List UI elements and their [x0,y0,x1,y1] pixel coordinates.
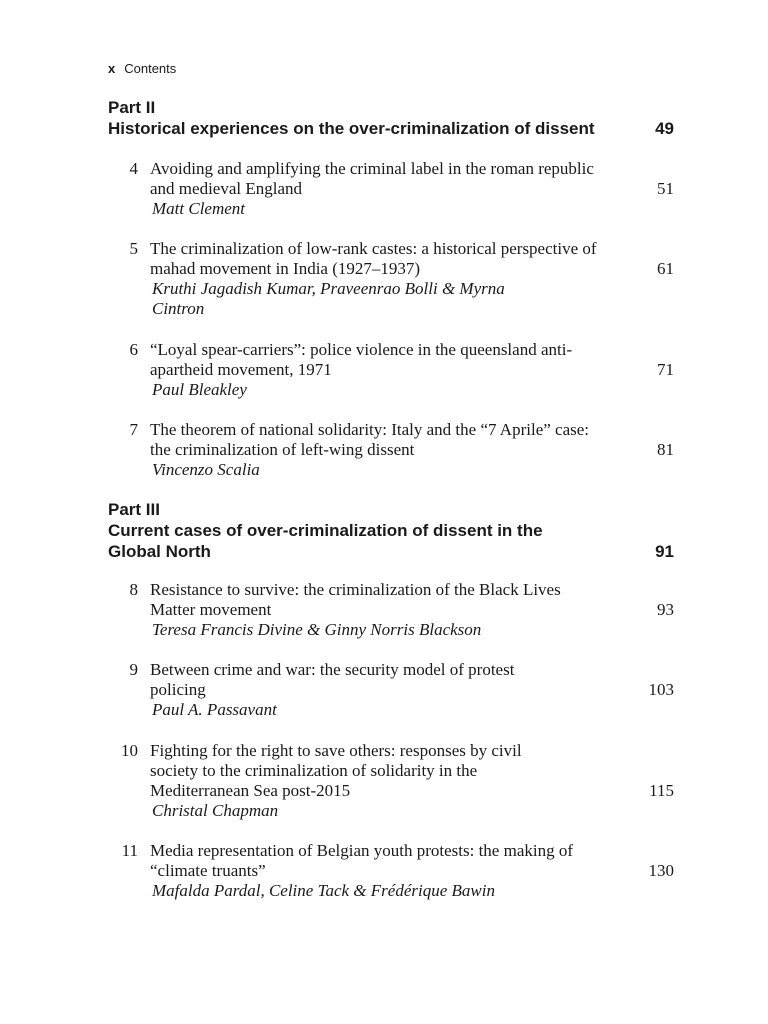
part-label: Part III [108,500,160,519]
chapter-authors: Christal Chapman [152,801,279,820]
chapter-authors: Paul A. Passavant [152,700,277,719]
chapter-page-number: 103 [648,680,674,699]
part-title: Historical experiences on the over-criminalization of dissent [108,119,595,138]
chapter-entry[interactable] [108,580,674,640]
chapter-authors: Kruthi Jagadish Kumar, Praveenrao Bolli & Myrna Cintron [152,279,505,318]
chapter-authors: Teresa Francis Divine & Ginny Norris Blackson [152,620,482,639]
chapter-page-number: 61 [657,259,674,278]
chapter-page-number: 130 [648,861,674,880]
part-title-row [108,118,674,139]
part-page-number: 91 [655,542,674,561]
part-page-number: 49 [655,119,674,138]
running-head [108,61,176,76]
part-label: Part II [108,98,156,117]
chapter-authors: Paul Bleakley [152,380,247,399]
part-heading [108,97,674,139]
chapter-authors: Mafalda Pardal, Celine Tack & Frédérique Bawin [152,881,495,900]
chapter-title: Media representation of Belgian youth protests: the making of “climate truants” [150,841,574,880]
chapter-entry[interactable] [108,239,674,319]
chapter-number: 7 [129,420,138,439]
chapter-title: Avoiding and amplifying the criminal label in the roman republic and medieval England [150,159,594,198]
chapter-page-number: 115 [649,781,674,800]
chapter-entry[interactable] [108,660,674,720]
chapter-number: 8 [129,580,138,599]
chapter-title: “Loyal spear-carriers”: police violence in the queensland anti-apartheid movement, 1971 [150,340,573,379]
chapter-authors: Matt Clement [152,199,246,218]
chapter-page-number: 93 [657,600,674,619]
chapter-number: 4 [129,159,138,178]
chapter-entry[interactable] [108,340,674,400]
chapter-title: The theorem of national solidarity: Italy and the “7 Aprile” case: the criminalization of left-wing dissent [150,420,590,459]
chapter-entry[interactable] [108,159,674,219]
chapter-title: The criminalization of low-rank castes: a historical perspective of mahad movement in India (1927–1937) [150,239,597,278]
chapter-title: Resistance to survive: the criminalization of the Black Lives Matter movement [150,580,561,619]
chapter-number: 6 [129,340,138,359]
chapter-title: Between crime and war: the security model of protest policing [150,660,515,699]
chapter-entry[interactable] [108,841,674,901]
chapter-number: 9 [129,660,138,679]
part-heading [108,499,674,562]
part-title: Current cases of over-criminalization of dissent in the Global North [108,521,543,561]
chapter-authors: Vincenzo Scalia [152,460,260,479]
chapter-number: 5 [129,239,138,258]
page-folio: x [108,61,116,76]
running-head-title: Contents [124,61,177,76]
chapter-number: 11 [121,841,138,860]
part-title-row [108,520,674,562]
chapter-entry[interactable] [108,420,674,480]
chapter-entry[interactable] [108,741,674,821]
chapter-page-number: 81 [657,440,674,459]
chapter-page-number: 51 [657,179,674,198]
chapter-title: Fighting for the right to save others: responses by civil society to the criminalization of solidarity in the Mediterranean Sea post-2015 [150,741,522,800]
chapter-page-number: 71 [657,360,674,379]
chapter-number: 10 [121,741,138,760]
